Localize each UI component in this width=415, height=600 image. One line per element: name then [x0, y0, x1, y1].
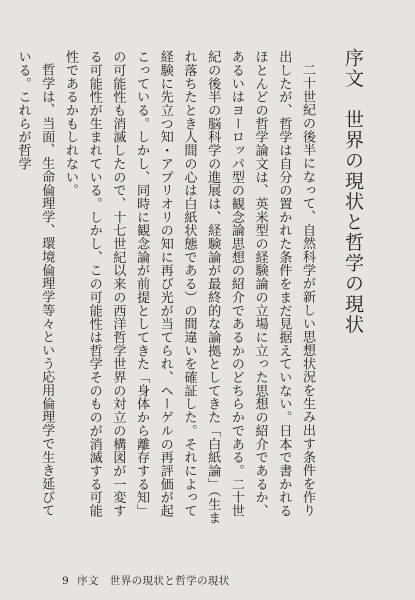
page-number: 9 [62, 575, 70, 587]
paragraph-2: 哲学は、当面、生命倫理学、環境倫理学等々という応用倫理学で生き延びている。これらが哲学 [15, 50, 55, 518]
running-head: 序文 世界の現状と哲学の現状 [77, 575, 230, 587]
page-footer [62, 573, 230, 588]
paragraph-1: 二十世紀の後半になって、自然科学が新しい思想状況を生み出す条件を作り出したが、哲学は自分の置かれた条件をまだ見据えていない。日本で書かれるほとんどの哲学論文は、英米型の経験論の立場に立った思想の紹介であるか、あるいはヨーロッパ型の観念論思想の紹介であるかのどちらかである。二十世紀の後半の脳科学の進展は、経験論が最終的な論拠としてきた「白紙論」（生まれ落ちたとき人間の心は白紙状態である）の間違いを確証した。それによって経験に先立つ知・アプリオリの知に再び光が当てられ、ヘーゲルの再評価が起こっている。しかし、同時に観念論が前提としてきた「身体から離存する知」の可能性も消滅したので、十七世紀以来の西洋哲学世界の対立の構図が一変する可能性が生まれている。しかし、この可能性は哲学そのものが消滅する可能性であるかもしれない。 [62, 50, 315, 524]
chapter-title: 序文 世界の現状と哲学の現状 [342, 48, 364, 335]
body-text [11, 50, 319, 530]
